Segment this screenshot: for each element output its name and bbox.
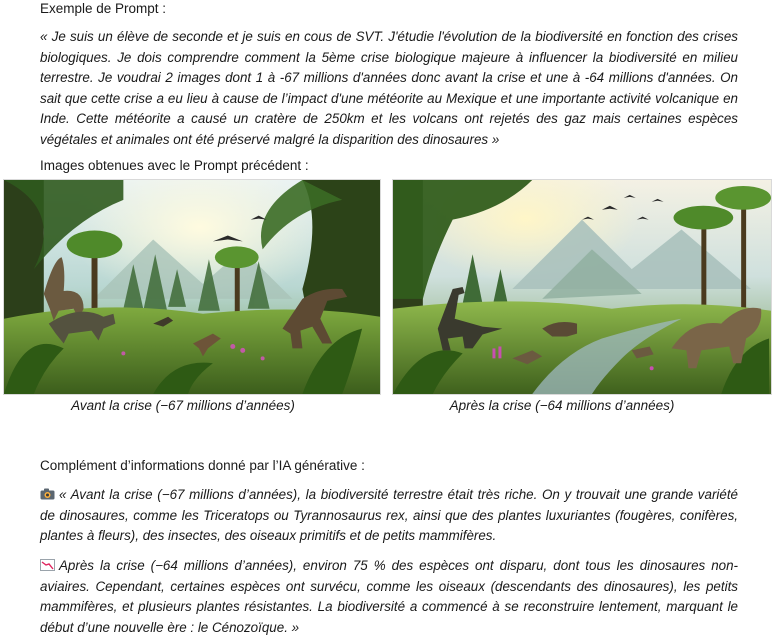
after-crisis-text: Après la crise (−64 millions d’années), environ 75 % des espèces ont disparu, dont tous les dinosaures non-aviaires. Cependant, certaines espèces ont survécu, comme les oiseaux (descendants des dinosaures), les petits mammifères, et plusieurs plantes résistantes. La biodiversité a commencé à se reconstruire lentement, marquant le début d’une nouvelle ère : le Cénozoïque. » [40, 558, 738, 635]
before-crisis-caption: Avant la crise (−67 millions d’années) [71, 398, 295, 413]
camera-icon [40, 488, 55, 500]
prompt-heading: Exemple de Prompt : [40, 1, 167, 16]
before-crisis-image [3, 179, 381, 395]
chart-decreasing-icon [40, 559, 55, 571]
post-extinction-landscape-image [393, 180, 771, 394]
before-crisis-paragraph [40, 485, 738, 547]
after-crisis-caption: Après la crise (−64 millions d’années) [449, 398, 675, 413]
after-crisis-image [392, 179, 772, 395]
complement-heading: Complément d’informations donné par l’IA générative : [40, 458, 365, 473]
prompt-text: « Je suis un élève de seconde et je suis en cous de SVT. J'étudie l'évolution de la biodiversité en fonction des crises biologiques. Je dois comprendre comment la 5ème crise biologique majeure à influencer la biodiversité en milieu terrestre. Je voudrai 2 images dont 1 à -67 millions d'années donc avant la crise et une à -64 millions d'années. On sait que cette crise a eu lieu à cause de l’impact d'une météorite au Mexique et une importante activité volcanique en Inde. Cette météorite a causé un cratère de 250km et les volcans ont rejetés des gaz mais certaines espèces végétales et animales ont été préservé malgré la disparition des dinosaures » [40, 29, 738, 147]
prehistoric-forest-with-dinosaurs-image [4, 180, 380, 394]
images-heading: Images obtenues avec le Prompt précédent : [40, 158, 309, 173]
before-crisis-text: « Avant la crise (−67 millions d’années), la biodiversité terrestre était très riche. On y trouvait une grande variété de dinosaures, comme les Triceratops ou Tyrannosaurus rex, ainsi que des plantes luxuriantes (fougères, conifères, plantes à fleurs), des insectes, des oiseaux primitifs et de petits mammifères. [40, 487, 738, 543]
after-crisis-paragraph [40, 556, 738, 638]
